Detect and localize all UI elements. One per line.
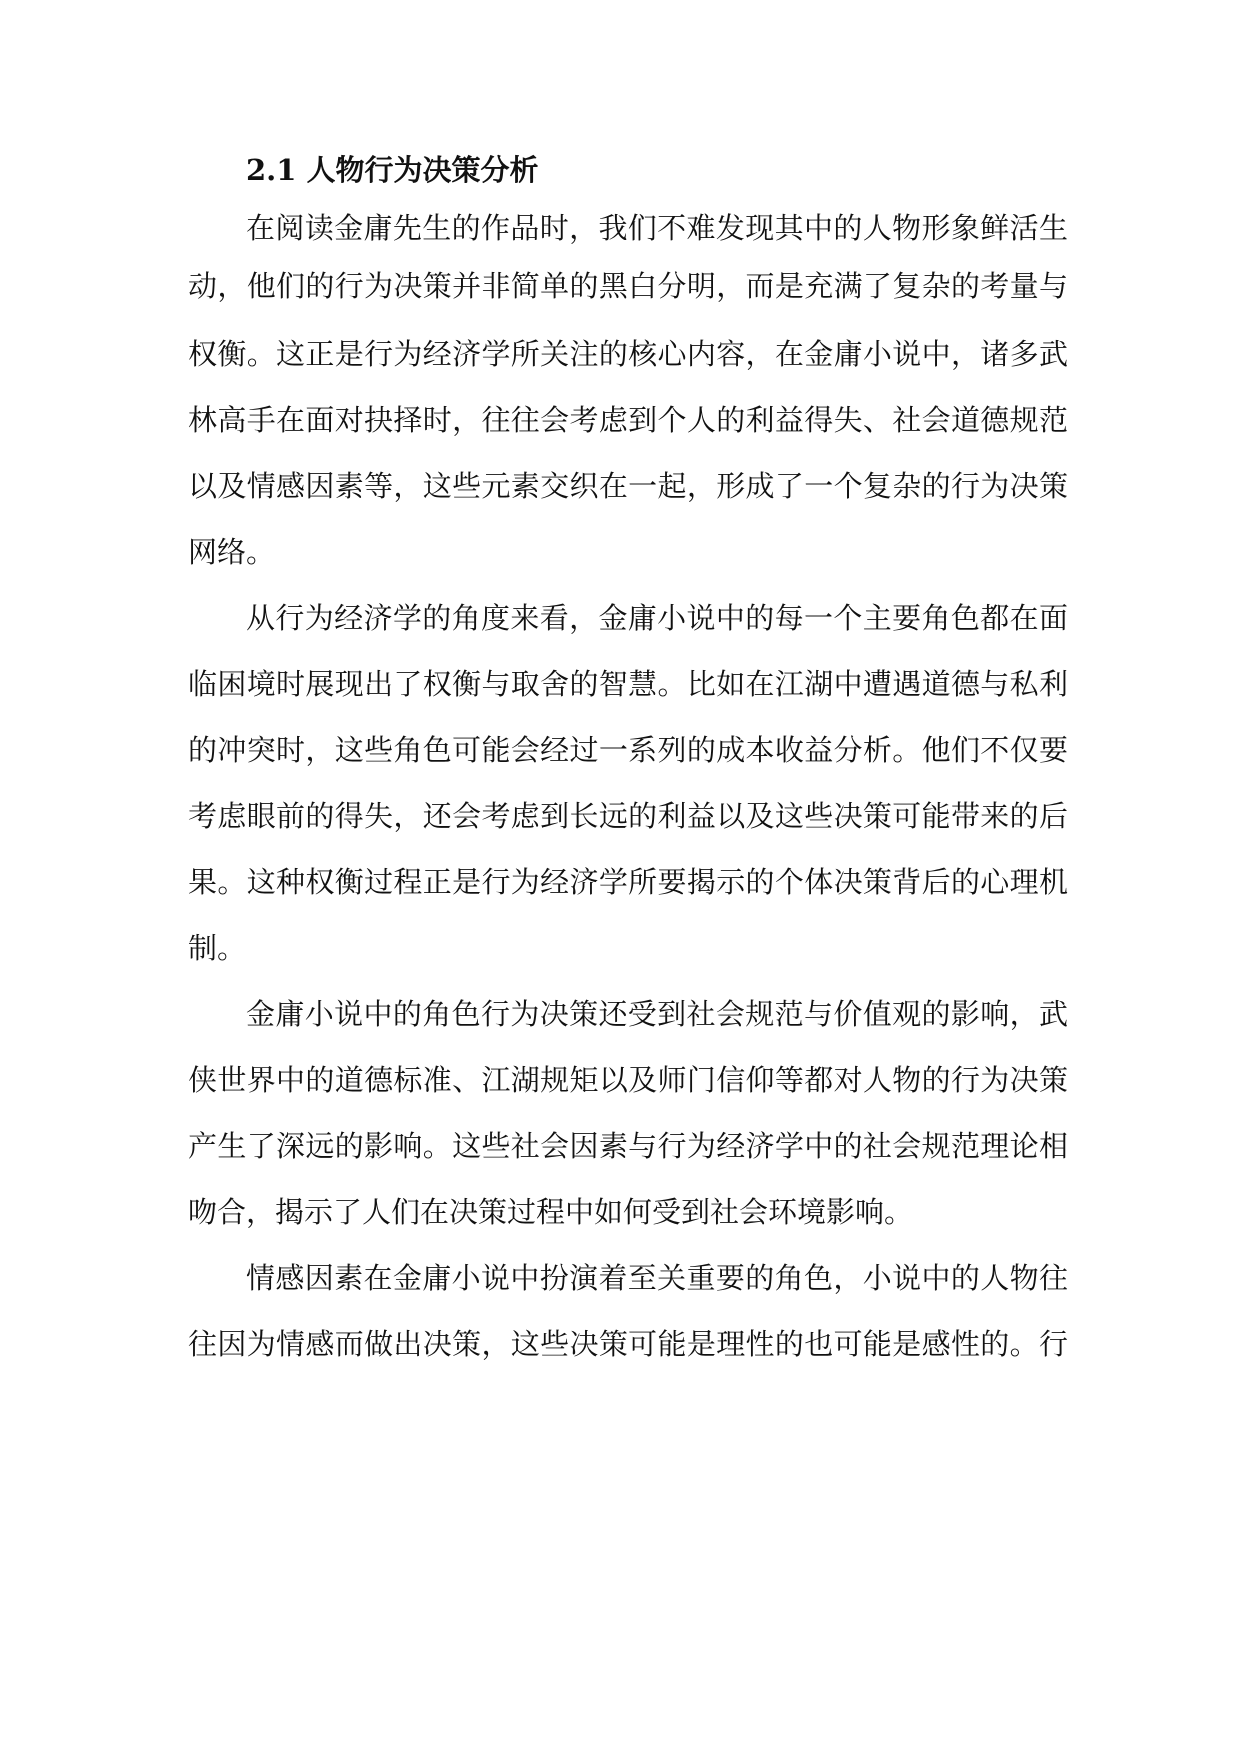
paragraph-3-line-3: 产生了深远的影响。这些社会因素与行为经济学中的社会规范理论相 [188,1129,1068,1163]
paragraph-2-line-3: 的冲突时，这些角色可能会经过一系列的成本收益分析。他们不仅要 [188,733,1068,767]
paragraph-1-line-5: 以及情感因素等，这些元素交织在一起，形成了一个复杂的行为决策 [188,469,1068,503]
paragraph-2-line-2: 临困境时展现出了权衡与取舍的智慧。比如在江湖中遭遇道德与私利 [188,667,1068,701]
paragraph-1-line-1: 在阅读金庸先生的作品时，我们不难发现其中的人物形象鲜活生 [246,211,1068,245]
paragraph-2-line-4: 考虑眼前的得失，还会考虑到长远的利益以及这些决策可能带来的后 [188,799,1068,833]
paragraph-2-line-5: 果。这种权衡过程正是行为经济学所要揭示的个体决策背后的心理机 [188,865,1068,899]
paragraph-1-line-6: 网络。 [188,535,276,569]
paragraph-1-line-2: 动，他们的行为决策并非简单的黑白分明，而是充满了复杂的考量与 [188,269,1068,303]
section-heading: 2.1 人物行为决策分析 [246,153,539,187]
paragraph-3-line-1: 金庸小说中的角色行为决策还受到社会规范与价值观的影响，武 [246,997,1068,1031]
paragraph-2-line-6: 制。 [188,931,247,965]
paragraph-4-line-1: 情感因素在金庸小说中扮演着至关重要的角色，小说中的人物往 [246,1261,1068,1295]
paragraph-2-line-1: 从行为经济学的角度来看，金庸小说中的每一个主要角色都在面 [246,601,1068,635]
paragraph-1-line-4: 林高手在面对抉择时，往往会考虑到个人的利益得失、社会道德规范 [188,403,1068,437]
paragraph-1-line-3: 权衡。这正是行为经济学所关注的核心内容，在金庸小说中，诸多武 [188,337,1068,371]
paragraph-3-line-4: 吻合，揭示了人们在决策过程中如何受到社会环境影响。 [188,1195,914,1229]
paragraph-3-line-2: 侠世界中的道德标准、江湖规矩以及师门信仰等都对人物的行为决策 [188,1063,1068,1097]
paragraph-4-line-2: 往因为情感而做出决策，这些决策可能是理性的也可能是感性的。行 [188,1327,1068,1361]
